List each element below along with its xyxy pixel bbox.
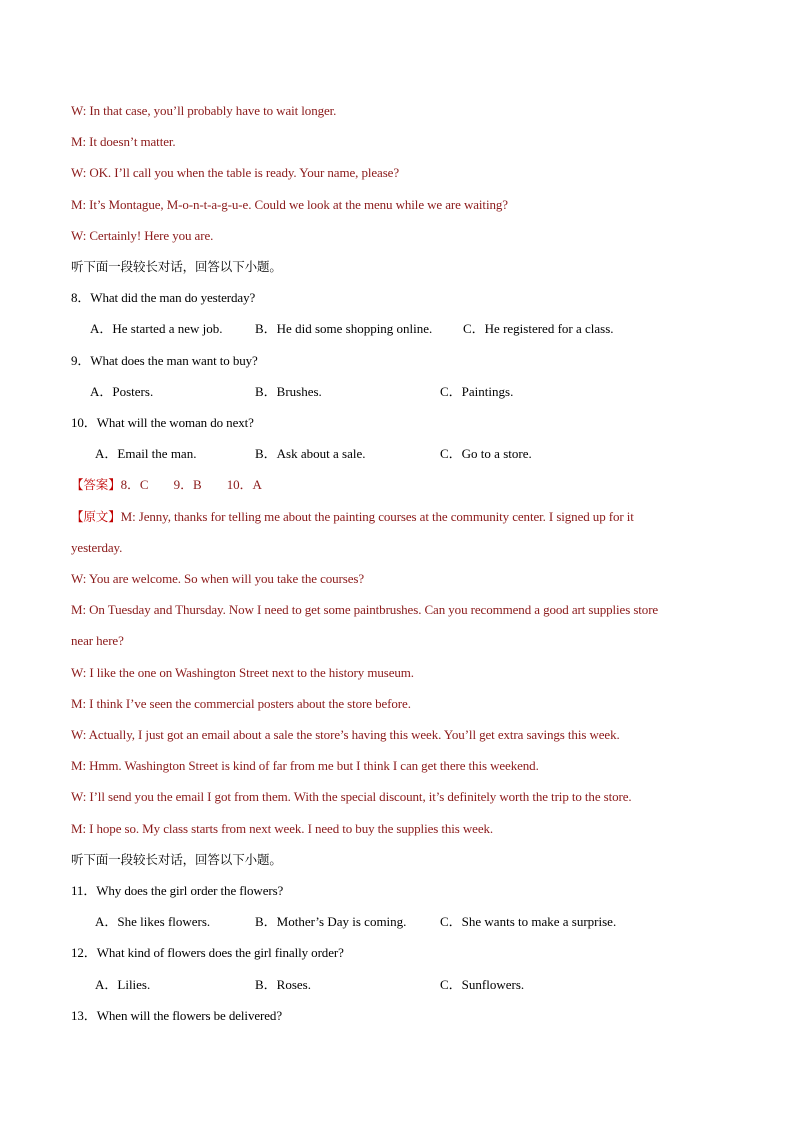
transcript-line: near here? bbox=[71, 633, 124, 648]
dialogue-line: W: Certainly! Here you are. bbox=[71, 228, 214, 243]
dialogue-line: M: It doesn’t matter. bbox=[71, 134, 176, 149]
question-9: 9．What does the man want to buy? bbox=[71, 353, 258, 368]
dialogue-line: W: OK. I’ll call you when the table is ready. Your name, please? bbox=[71, 165, 400, 180]
transcript-line: M: I think I’ve seen the commercial posters about the store before. bbox=[71, 696, 411, 711]
question-11-option-a: A．She likes flowers. bbox=[95, 914, 211, 929]
question-9-option-b: B．Brushes. bbox=[255, 384, 322, 399]
transcript-line: W: You are welcome. So when will you take the courses? bbox=[71, 571, 365, 586]
question-12-option-c: C．Sunflowers. bbox=[440, 977, 525, 992]
question-10: 10．What will the woman do next? bbox=[71, 415, 254, 430]
question-10-option-a: A．Email the man. bbox=[95, 446, 197, 461]
question-11-option-b: B．Mother’s Day is coming. bbox=[255, 914, 407, 929]
section-heading: 听下面一段较长对话，回答以下小题。 bbox=[71, 852, 282, 867]
transcript-line: W: Actually, I just got an email about a sale the store’s having this week. You’ll get extra savings this week. bbox=[71, 727, 620, 742]
transcript-line: M: Hmm. Washington Street is kind of far from me but I think I can get there this weekend. bbox=[71, 758, 539, 773]
question-9-option-a: A．Posters. bbox=[90, 384, 154, 399]
original-label: 【原文】 bbox=[71, 509, 121, 524]
dialogue-line: W: In that case, you’ll probably have to wait longer. bbox=[71, 103, 337, 118]
question-10-option-c: C．Go to a store. bbox=[440, 446, 532, 461]
section-heading: 听下面一段较长对话，回答以下小题。 bbox=[71, 259, 282, 274]
transcript-line: M: On Tuesday and Thursday. Now I need to get some paintbrushes. Can you recommend a good art supplies store bbox=[71, 602, 659, 617]
question-11-option-c: C．She wants to make a surprise. bbox=[440, 914, 617, 929]
question-9-option-c: C．Paintings. bbox=[440, 384, 514, 399]
question-10-option-b: B．Ask about a sale. bbox=[255, 446, 366, 461]
answer-text: 8．C 9．B 10．A bbox=[120, 477, 262, 492]
answer-label: 【答案】 bbox=[71, 477, 121, 492]
transcript-line: M: I hope so. My class starts from next week. I need to buy the supplies this week. bbox=[71, 821, 494, 836]
original-line bbox=[71, 509, 634, 525]
transcript-line: W: I’ll send you the email I got from them. With the special discount, it’s definitely worth the trip to the store. bbox=[71, 789, 632, 804]
question-8-option-b: B．He did some shopping online. bbox=[255, 321, 433, 336]
answer-line bbox=[71, 477, 262, 493]
question-12-option-a: A．Lilies. bbox=[95, 977, 151, 992]
question-8-option-a: A．He started a new job. bbox=[90, 321, 223, 336]
question-11: 11．Why does the girl order the flowers? bbox=[71, 883, 284, 898]
dialogue-line: M: It’s Montague, M-o-n-t-a-g-u-e. Could we look at the menu while we are waiting? bbox=[71, 197, 508, 212]
question-12: 12．What kind of flowers does the girl finally order? bbox=[71, 945, 344, 960]
question-13: 13．When will the flowers be delivered? bbox=[71, 1008, 282, 1023]
question-12-option-b: B．Roses. bbox=[255, 977, 311, 992]
question-8: 8．What did the man do yesterday? bbox=[71, 290, 256, 305]
transcript-line: yesterday. bbox=[71, 540, 123, 555]
transcript-line: W: I like the one on Washington Street next to the history museum. bbox=[71, 665, 414, 680]
transcript-line: M: Jenny, thanks for telling me about the painting courses at the community center. I signed up for it bbox=[120, 509, 634, 524]
question-8-option-c: C．He registered for a class. bbox=[463, 321, 614, 336]
